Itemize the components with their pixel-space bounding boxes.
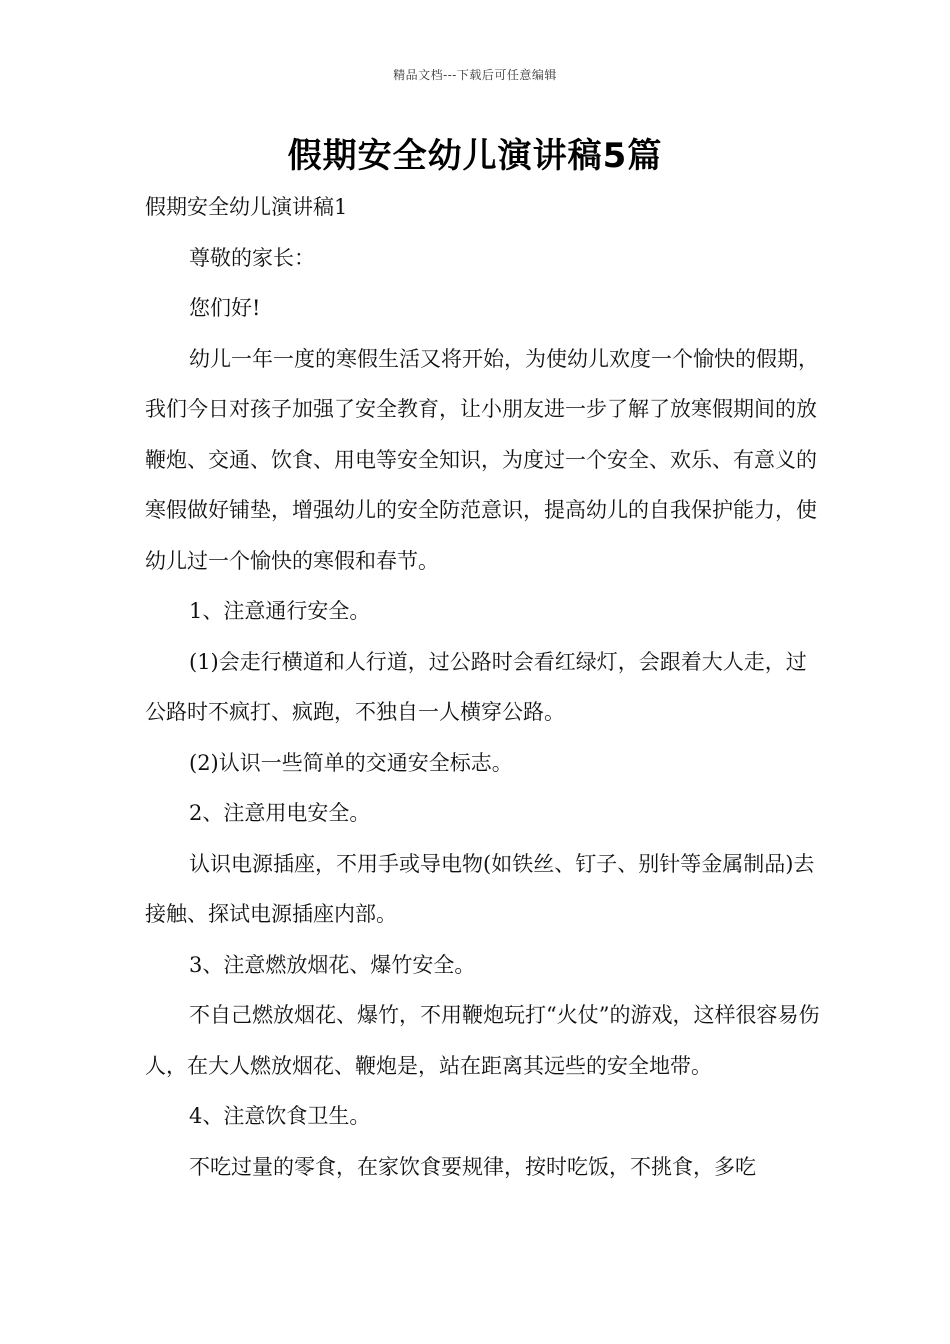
paragraph-traffic-1: (1)会走行横道和人行道，过公路时会看红绿灯，会跟着大人走，过公路时不疯打、疯跑，不独自一人横穿公路。: [145, 649, 807, 724]
item-heading-electricity: 2、注意用电安全。: [189, 801, 371, 825]
section-heading: 假期安全幼儿演讲稿1: [145, 195, 348, 219]
item-heading-fireworks: 3、注意燃放烟花、爆竹安全。: [189, 952, 476, 977]
document-title: 假期安全幼儿演讲稿5篇: [287, 136, 663, 176]
item-heading-traffic: 1、注意通行安全。: [189, 599, 371, 623]
item-heading-food: 4、注意饮食卫生。: [189, 1104, 371, 1128]
paragraph-food: 不吃过量的零食，在家饮食要规律，按时吃饭，不挑食，多吃: [189, 1154, 756, 1179]
greeting: 您们好!: [189, 296, 261, 320]
document-body: [145, 182, 825, 1192]
salutation: 尊敬的家长：: [189, 245, 315, 270]
paragraph-electricity: 认识电源插座，不用手或导电物(如铁丝、钉子、别针等金属制品)去接触、探试电源插座内部。: [145, 851, 815, 926]
header-note: 精品文档---下载后可任意编辑: [393, 68, 557, 82]
paragraph-fireworks: 不自己燃放烟花、爆竹，不用鞭炮玩打“火仗”的游戏，这样很容易伤人，在大人燃放烟花、鞭炮是，站在距离其远些的安全地带。: [145, 1003, 820, 1078]
paragraph-intro: 幼儿一年一度的寒假生活又将开始，为使幼儿欢度一个愉快的假期，我们今日对孩子加强了安全教育，让小朋友进一步了解了放寒假期间的放鞭炮、交通、饮食、用电等安全知识，为度过一个安全、欢乐、有意义的寒假做好铺垫，增强幼儿的安全防范意识，提高幼儿的自我保护能力，使幼儿过一个愉快的寒假和春节。: [145, 346, 819, 573]
paragraph-traffic-2: (2)认识一些简单的交通安全标志。: [189, 750, 513, 775]
